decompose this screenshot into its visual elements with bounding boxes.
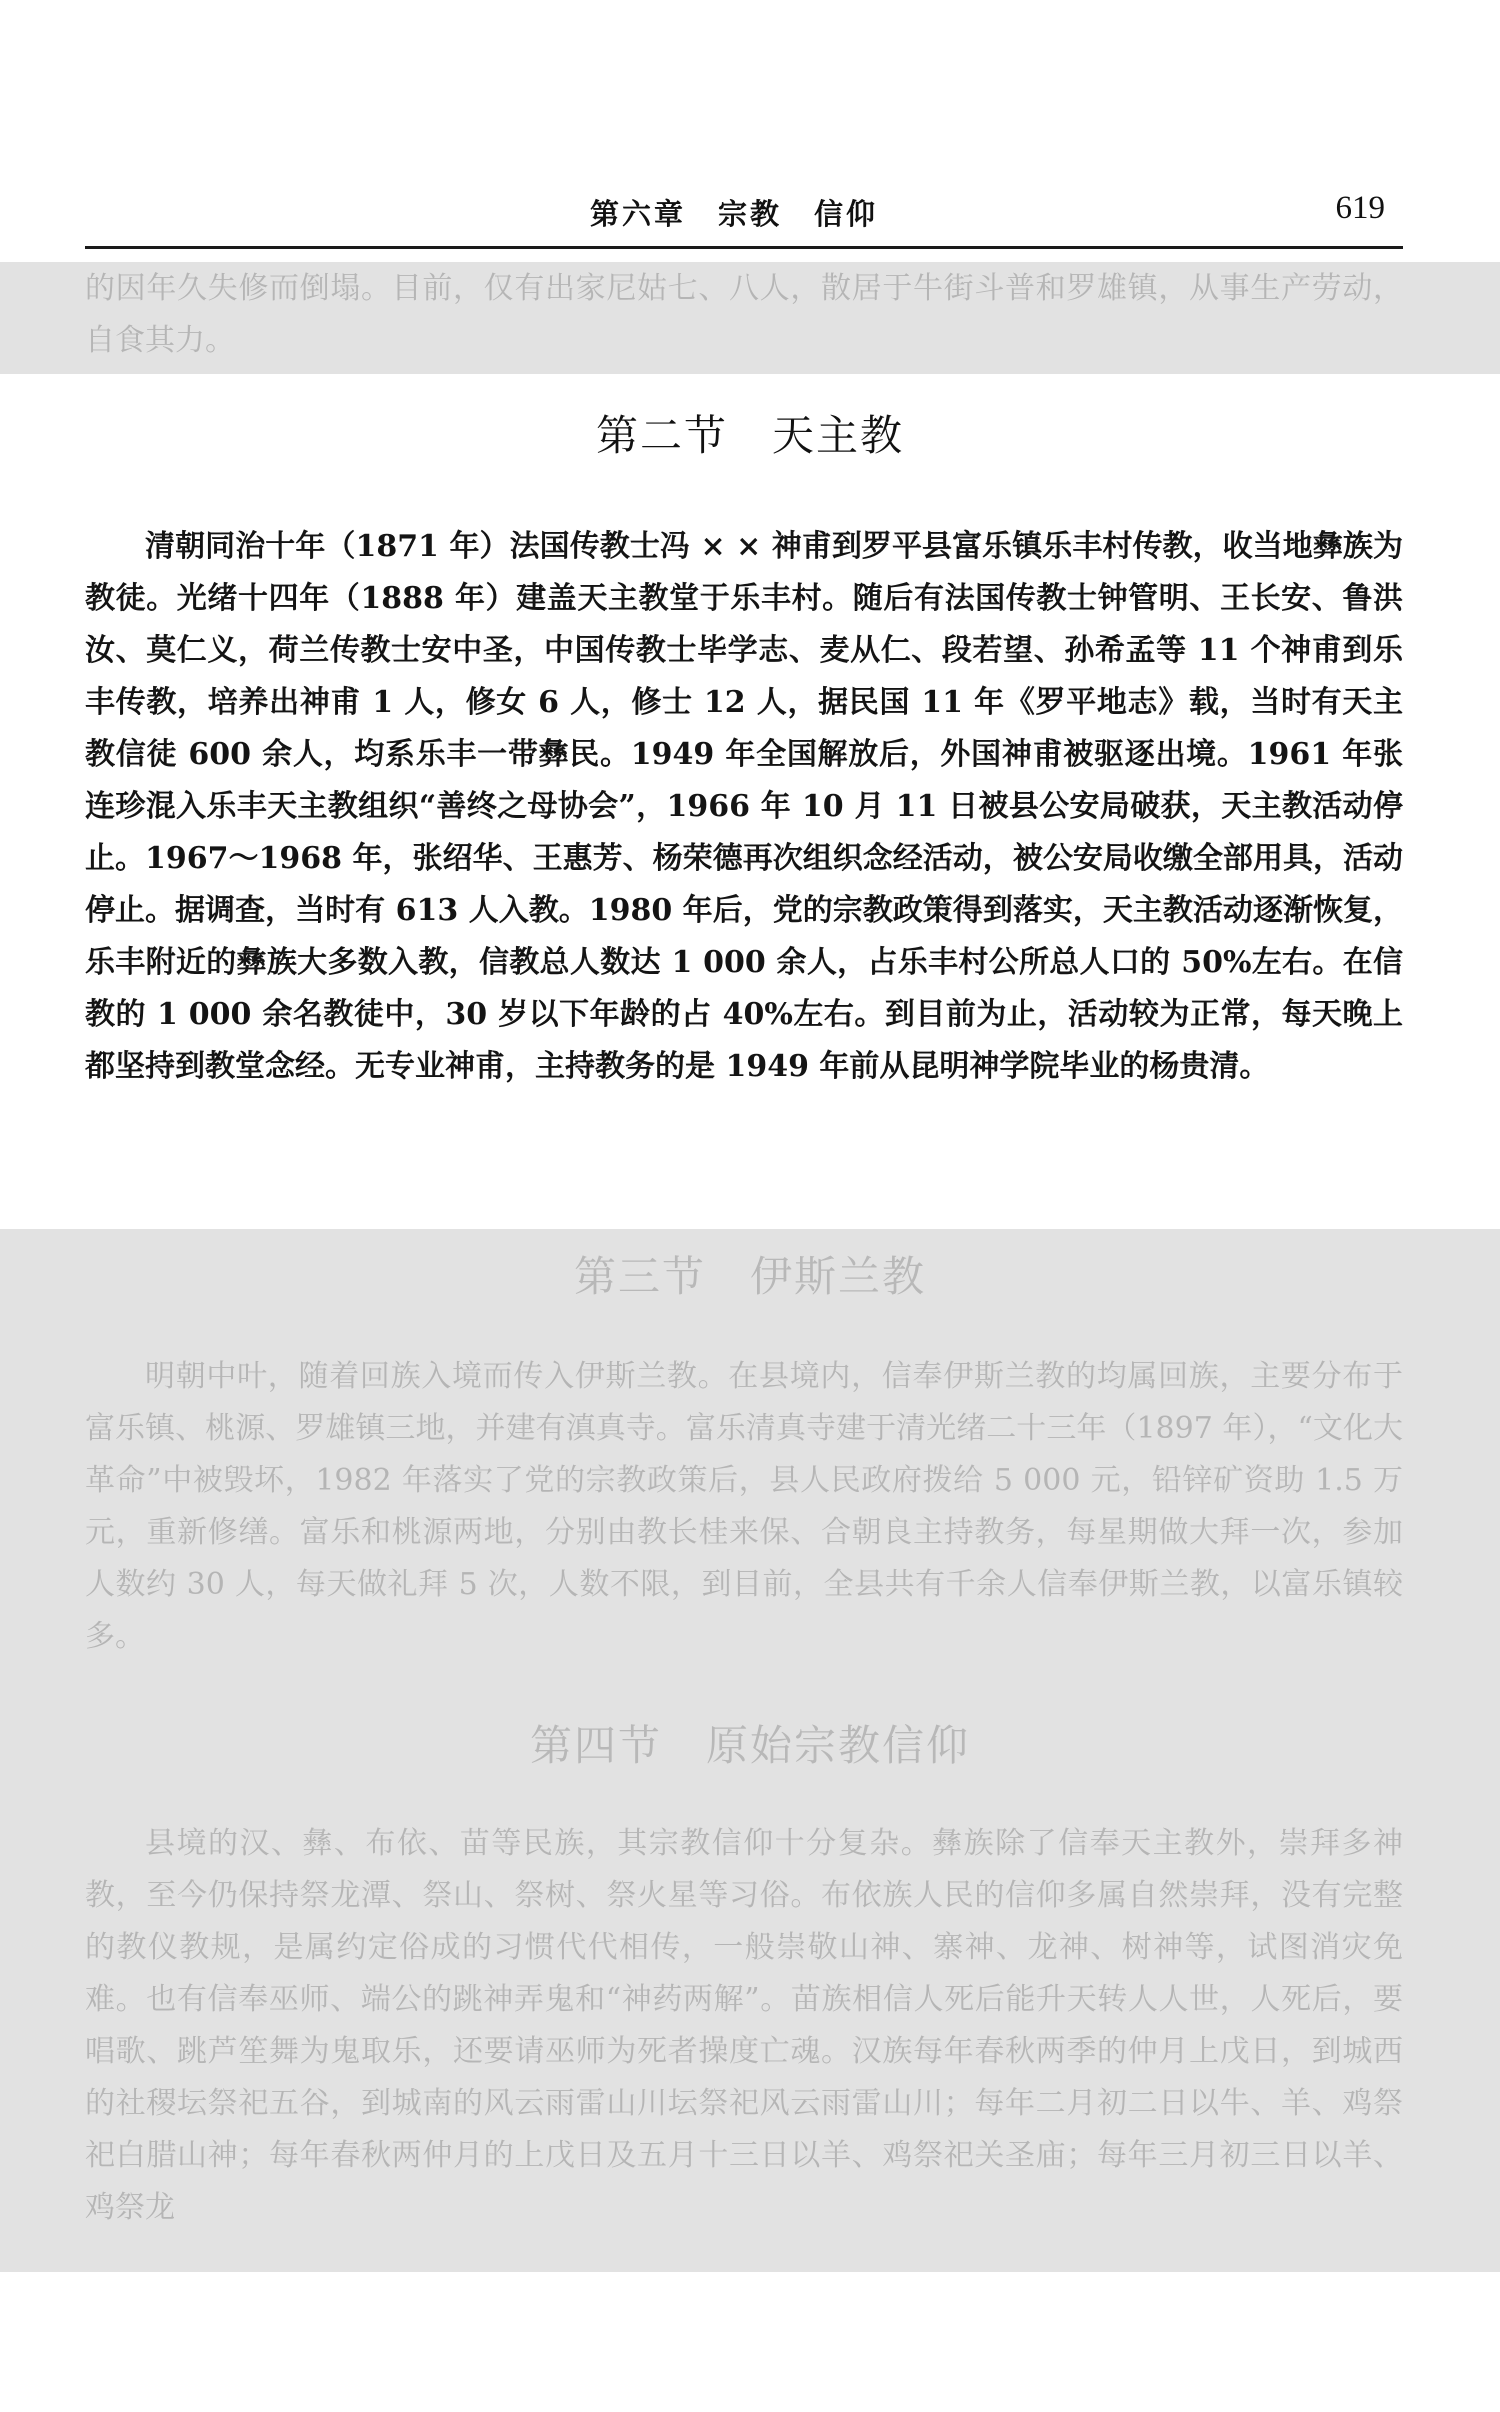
section-3-paragraph: 明朝中叶，随着回族入境而传入伊斯兰教。在县境内，信奉伊斯兰教的均属回族，主要分布于富乐镇、桃源、罗雄镇三地，并建有滇真寺。富乐清真寺建于清光绪二十三年（1897 年），“文化大革命”中被毁坏，1982 年落实了党的宗教政策后，县人民政府拨给 5 000 元，铅锌矿资助 1.5 万元，重新修缮。富乐和桃源两地，分别由教长桂来保、合朝良主持教务，每星期做大拜一次，参加人数约 30 人，每天做礼拜 5 次，人数不限，到目前，全县共有千余人信奉伊斯兰教，以富乐镇较多。 [85,1359,1403,1654]
page-number: 619 [1335,190,1385,226]
top-fragment-paragraph: 的因年久失修而倒塌。目前，仅有出家尼姑七、八人，散居于牛街斗普和罗雄镇，从事生产劳动，自食其力。 [85,271,1403,358]
section-4-title: 第四节 原始宗教信仰 [529,1721,970,1770]
page-header [85,186,1403,249]
section-2-paragraph: 清朝同治十年（1871 年）法国传教士冯 × × 神甫到罗平县富乐镇乐丰村传教，收当地彝族为教徒。光绪十四年（1888 年）建盖天主教堂于乐丰村。随后有法国传教士钟管明、王长安、鲁洪汝、莫仁义，荷兰传教士安中圣，中国传教士毕学志、麦从仁、段若望、孙希孟等 11 个神甫到乐丰传教，培养出神甫 1 人，修女 6 人，修士 12 人，据民国 11 年《罗平地志》载，当时有天主教信徒 600 余人，均系乐丰一带彝民。1949 年全国解放后，外国神甫被驱逐出境。1961 年张连珍混入乐丰天主教组织“善终之母协会”，1966 年 10 月 11 日被县公安局破获，天主教活动停止。1967～1968 年，张绍华、王惠芳、杨荣德再次组织念经活动，被公安局收缴全部用具，活动停止。据调查，当时有 613 人入教。1980 年后，党的宗教政策得到落实，天主教活动逐渐恢复，乐丰附近的彝族大多数入教，信教总人数达 1 000 余人，占乐丰村公所总人口的 50%左右。在信教的 1 000 余名教徒中，30 岁以下年龄的占 40%左右。到目前为止，活动较为正常，每天晚上都坚持到教堂念经。无专业神甫，主持教务的是 1949 年前从昆明神学院毕业的杨贵清。 [85,529,1403,1084]
section-2-title: 第二节 天主教 [595,411,904,460]
section-4-paragraph: 县境的汉、彝、布依、苗等民族，其宗教信仰十分复杂。彝族除了信奉天主教外，崇拜多神教，至今仍保持祭龙潭、祭山、祭树、祭火星等习俗。布依族人民的信仰多属自然崇拜，没有完整的教仪教规，是属约定俗成的习惯代代相传，一般崇敬山神、寨神、龙神、树神等，试图消灾免难。也有信奉巫师、端公的跳神弄鬼和“神药两解”。苗族相信人死后能升天转人人世，人死后，要唱歌、跳芦笙舞为鬼取乐，还要请巫师为死者操度亡魂。汉族每年春秋两季的仲月上戊日，到城西的社稷坛祭祀五谷，到城南的风云雨雷山川坛祭祀风云雨雷山川；每年二月初二日以牛、羊、鸡祭祀白腊山神；每年春秋两仲月的上戊日及五月十三日以羊、鸡祭祀关圣庙；每年三月初三日以羊、鸡祭龙 [85,1826,1403,2225]
running-head: 第六章 宗教 信仰 [590,197,879,231]
section-3-title: 第三节 伊斯兰教 [573,1252,926,1301]
